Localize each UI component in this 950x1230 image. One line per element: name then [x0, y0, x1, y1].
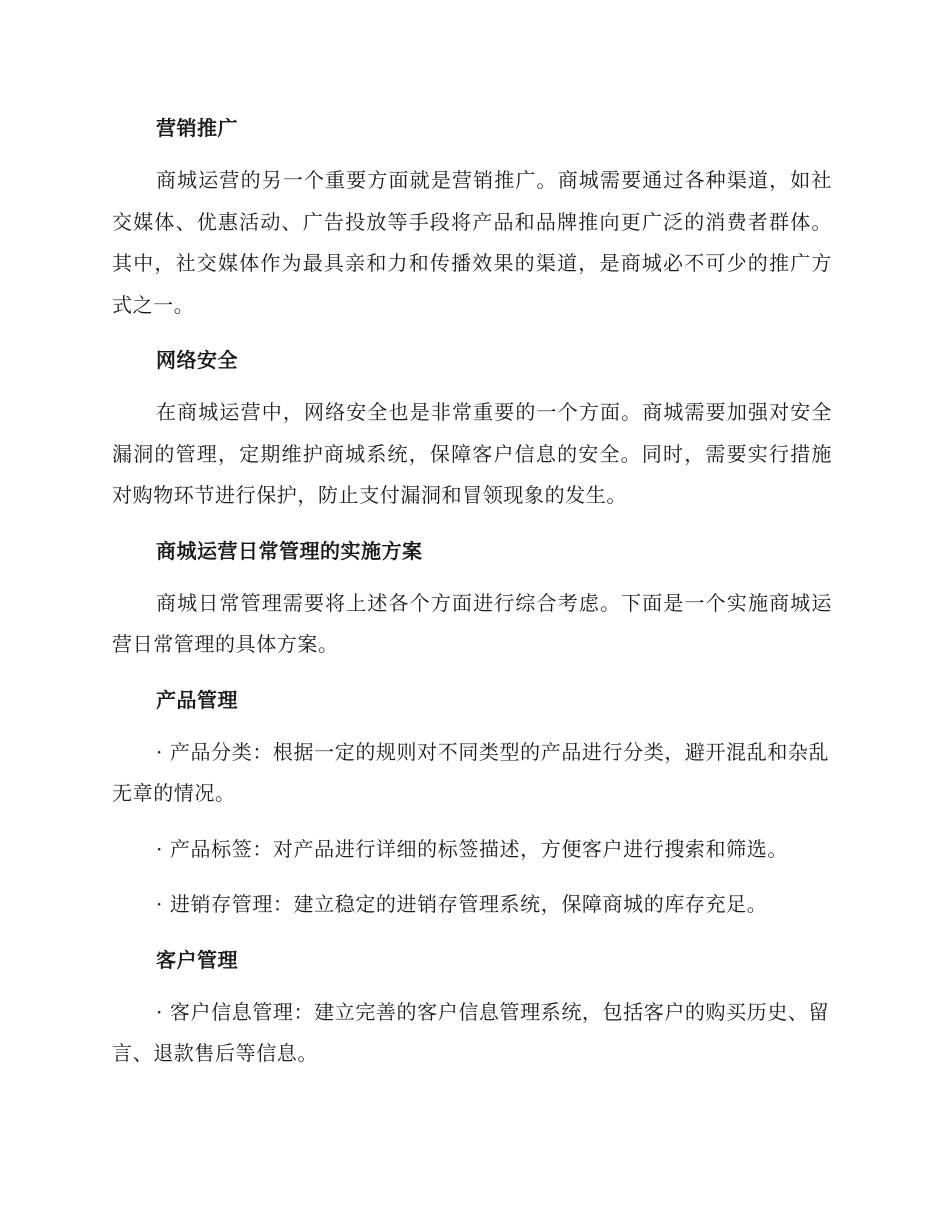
section-network-security — [112, 340, 832, 517]
bullet-item: · 产品分类：根据一定的规则对不同类型的产品进行分类，避开混乱和杂乱无章的情况。 — [112, 739, 830, 805]
section-heading: 商城运营日常管理的实施方案 — [156, 538, 423, 563]
section-implementation-plan — [112, 531, 832, 666]
section-heading: 营销推广 — [156, 116, 238, 140]
section-product-management — [112, 680, 832, 926]
section-heading: 网络安全 — [156, 348, 238, 372]
section-paragraph: 在商城运营中，网络安全也是非常重要的一个方面。商城需要加强对安全漏洞的管理，定期维护商城系统，保障客户信息的安全。同时，需要实行措施对购物环节进行保护，防止支付漏洞和冒领现象的发生。 — [112, 400, 832, 507]
bullet-item: · 客户信息管理：建立完善的客户信息管理系统，包括客户的购买历史、留言、退款售后等信息。 — [112, 999, 830, 1065]
bullet-item: · 进销存管理：建立稳定的进销存管理系统，保障商城的库存充足。 — [156, 892, 768, 916]
document-page — [112, 108, 832, 1089]
section-heading: 产品管理 — [156, 687, 238, 712]
section-heading: 客户管理 — [156, 947, 238, 972]
section-marketing — [112, 108, 832, 326]
section-paragraph: 商城运营的另一个重要方面就是营销推广。商城需要通过各种渠道，如社交媒体、优惠活动、广告投放等手段将产品和品牌推向更广泛的消费者群体。其中，社交媒体作为最具亲和力和传播效果的渠道，是商城必不可少的推广方式之一。 — [112, 168, 832, 317]
bullet-item: · 产品标签：对产品进行详细的标签描述，方便客户进行搜索和筛选。 — [156, 836, 788, 861]
section-paragraph: 商城日常管理需要将上述各个方面进行综合考虑。下面是一个实施商城运营日常管理的具体方案。 — [112, 590, 832, 656]
section-customer-management — [112, 940, 832, 1075]
